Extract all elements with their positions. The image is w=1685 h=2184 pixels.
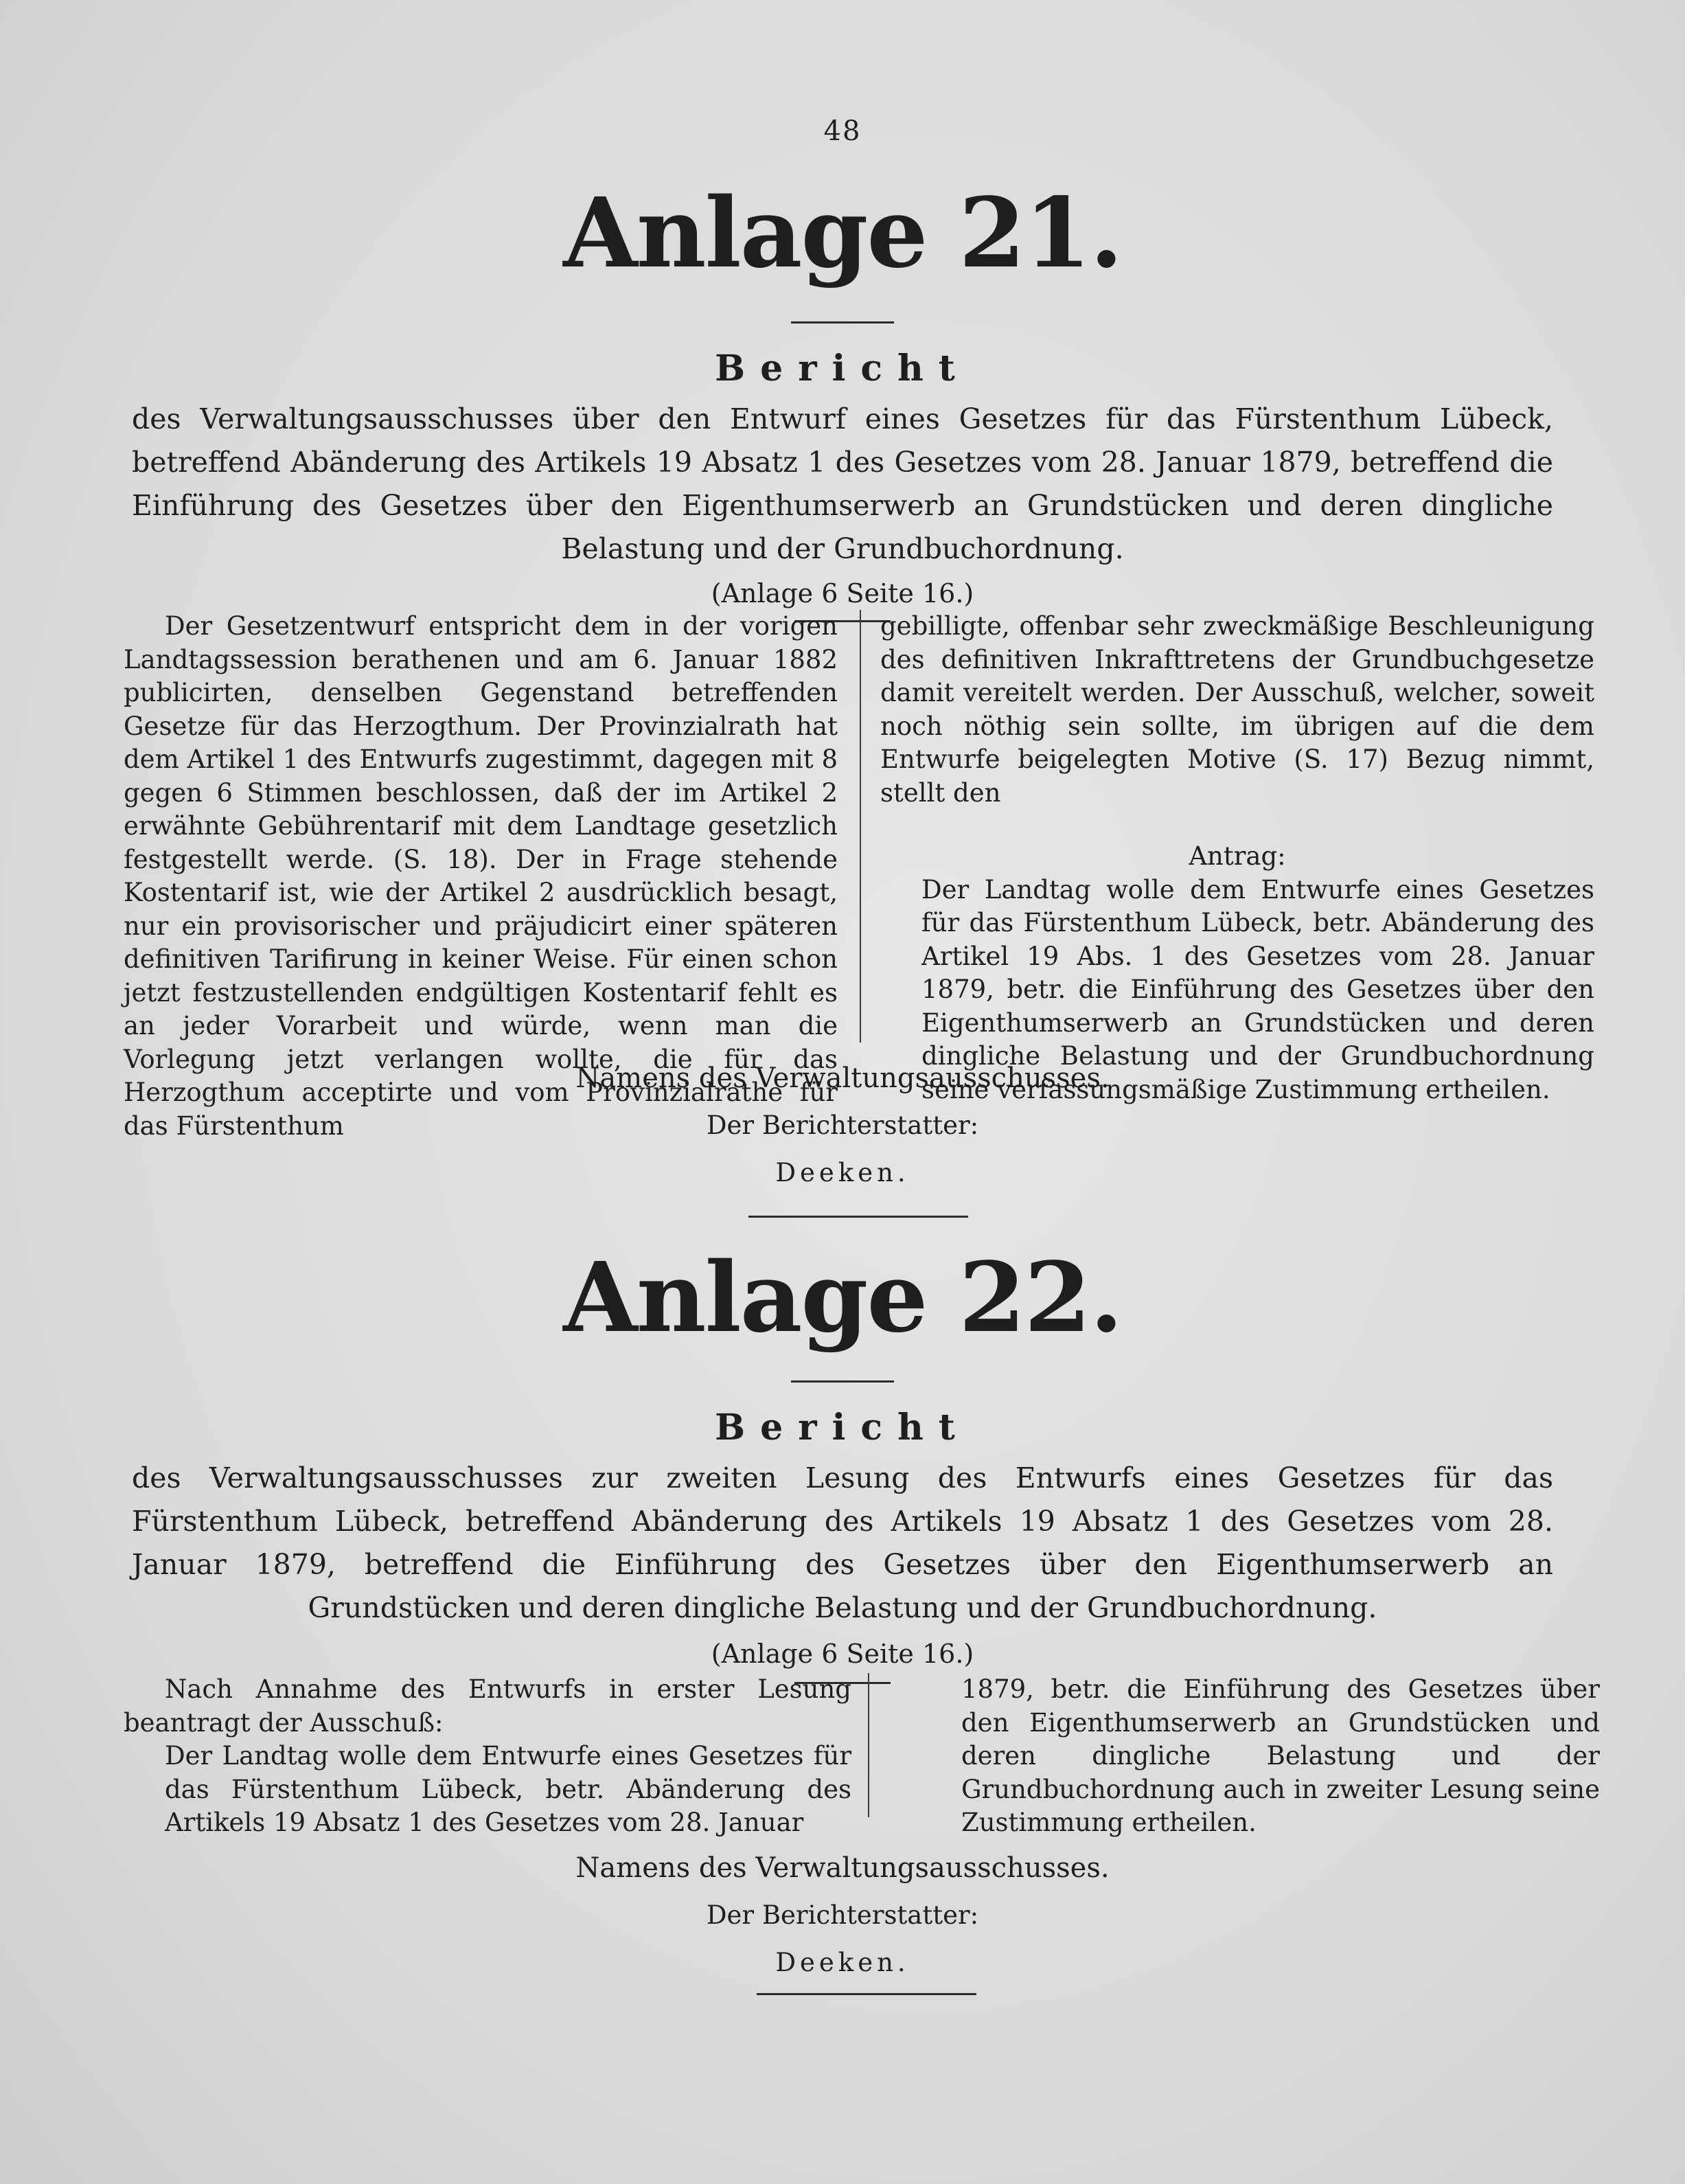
anlage-21-report-heading: Bericht xyxy=(715,348,970,389)
section-separator-rule xyxy=(748,1216,968,1218)
anlage-21-reference: (Anlage 6 Seite 16.) xyxy=(711,578,974,608)
anlage-22-rapporteur-label: Der Berichterstatter: xyxy=(706,1900,979,1930)
closing-rule xyxy=(757,1993,976,1995)
anlage-21-motion-text: Der Landtag wolle dem Entwurfe eines Gesetzes für das Fürstenthum Lübeck, betr. Abänderung des Artikel 19 Abs. 1 des Gesetzes vom 28. Januar 1879, betr. die Einführung des Gesetzes über den Eigenthumserwerb an Grundstücken und deren dingliche Belastung und der Grundbuchordnung seine verfassungsmäßige Zustimmung ertheilen. xyxy=(921,874,1594,1104)
anlage-22-right-column xyxy=(961,1673,1600,1840)
page-number: 48 xyxy=(823,115,862,147)
anlage-21-rapporteur-label: Der Berichterstatter: xyxy=(706,1111,979,1140)
anlage-22-left-intro: Nach Annahme des Entwurfs in erster Lesung beantragt der Ausschuß: xyxy=(124,1674,851,1738)
anlage-22-report-heading: Bericht xyxy=(715,1407,970,1448)
anlage-21-right-text: gebilligte, offenbar sehr zweckmäßige Beschleunigung des definitiven Inkrafttretens der Grundbuchgesetze damit vereitelt werden. Der Ausschuß, welcher, soweit noch nöthig sein sollte, im übrigen auf die dem Entwurfe beigelegten Motive (S. 17) Bezug nimmt, stellt den xyxy=(880,611,1594,808)
anlage-21-header xyxy=(0,177,1685,622)
anlage-21-right-column xyxy=(880,610,1594,1106)
anlage-22-subject: des Verwaltungsausschusses zur zweiten Lesung des Entwurfs eines Gesetzes für das Fürstenthum Lübeck, betreffend Abänderung des Artikels 19 Absatz 1 des Gesetzes vom 28. Januar 1879, betreffend die Einführung des Gesetzes über den Eigenthumserwerb an Grundstücken und deren dingliche Belastung und der Grundbuchordnung. xyxy=(132,1461,1553,1624)
anlage-21-signature xyxy=(0,1062,1685,1187)
column-divider xyxy=(868,1673,869,1817)
anlage-22-header xyxy=(0,1242,1685,1684)
anlage-21-left-text: Der Gesetzentwurf entspricht dem in der vorigen Landtagssession berathenen und am 6. Januar 1882 publicirten, denselben Gegenstand betreffenden Gesetze für das Herzogthum. Der Provinzialrath hat dem Artikel 1 des Entwurfs zugestimmt, dagegen mit 8 gegen 6 Stimmen beschlossen, daß der im Artikel 2 erwähnte Gebührentarif mit dem Landtage gesetzlich festgestellt werde. (S. 18). Der in Frage stehende Kostentarif ist, wie der Artikel 2 ausdrücklich besagt, nur ein provisorischer und präjudicirt einer späteren definitiven Tarifirung in keiner Weise. Für einen schon jetzt festzustellenden endgültigen Kostentarif fehlt es an jeder Vorarbeit und würde, wenn man die Vorlegung jetzt verlangen wollte, die für das Herzogthum acceptirte und vom Provinzialrathe für das Fürstenthum xyxy=(124,611,838,1141)
anlage-22-right-text: 1879, betr. die Einführung des Gesetzes über den Eigenthumserwerb an Grundstücken und deren dingliche Belastung und der Grundbuchordnung auch in zweiter Lesung seine Zustimmung ertheilen. xyxy=(961,1674,1600,1837)
anlage-21-subject: des Verwaltungsausschusses über den Entwurf eines Gesetzes für das Fürstenthum Lübeck, betreffend Abänderung des Artikels 19 Absatz 1 des Gesetzes vom 28. Januar 1879, betreffend die Einführung des Gesetzes über den Eigenthumserwerb an Grundstücken und deren dingliche Belastung und der Grundbuchordnung. xyxy=(132,402,1553,565)
column-divider xyxy=(860,610,861,1043)
anlage-22-reference: (Anlage 6 Seite 16.) xyxy=(711,1639,974,1669)
anlage-21-motion-label: Antrag: xyxy=(1189,841,1286,871)
anlage-22-rapporteur-name: Deeken. xyxy=(775,1948,910,1977)
anlage-22-signature xyxy=(0,1854,1685,1975)
title-rule xyxy=(791,1380,894,1383)
title-rule xyxy=(791,321,894,323)
anlage-21-on-behalf: Namens des Verwaltungsausschusses. xyxy=(575,1062,1110,1094)
anlage-22-left-column xyxy=(124,1673,851,1840)
anlage-22-on-behalf: Namens des Verwaltungsausschusses. xyxy=(575,1852,1110,1884)
anlage-22-title: Anlage 22. xyxy=(563,1242,1122,1354)
anlage-21-rapporteur-name: Deeken. xyxy=(775,1158,910,1187)
anlage-21-title: Anlage 21. xyxy=(563,177,1122,290)
anlage-22-left-motion: Der Landtag wolle dem Entwurfe eines Gesetzes für das Fürstenthum Lübeck, betr. Abänderung des Artikels 19 Absatz 1 des Gesetzes vom 28. Januar xyxy=(165,1741,851,1837)
